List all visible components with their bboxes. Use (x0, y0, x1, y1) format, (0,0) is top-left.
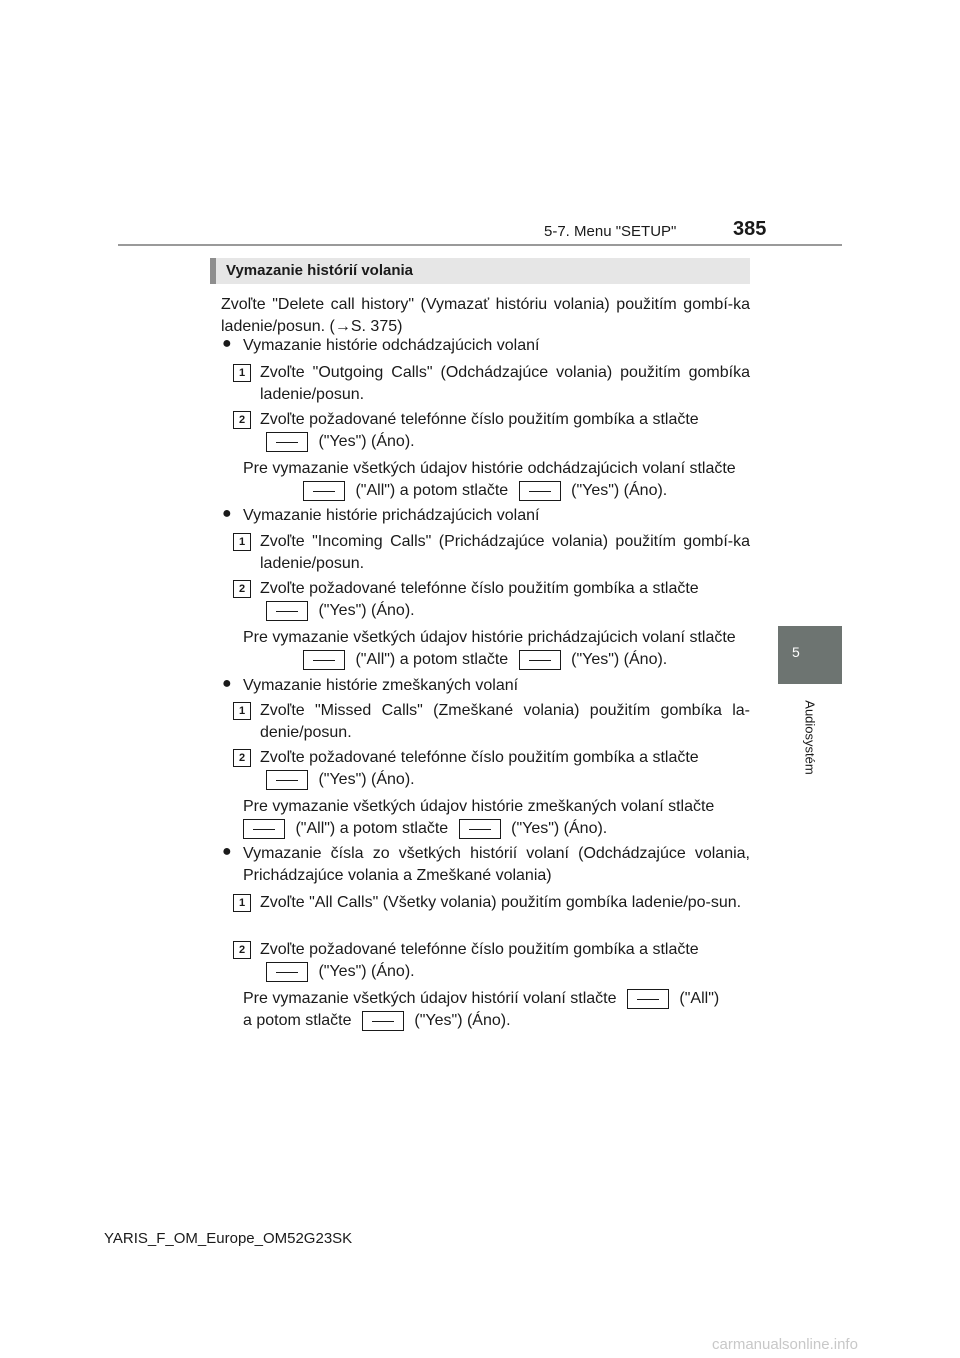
step-1-icon: 1 (233, 702, 251, 720)
running-header: 5-7. Menu "SETUP" (544, 223, 677, 240)
group4-title: Vymazanie čísla zo všetkých histórií volaní (Odchádzajúce volania, Prichádzajúce volania a Zmeškané volania) (243, 845, 750, 884)
bullet-icon: ● (222, 675, 232, 692)
note-text: Pre vymazanie všetkých údajov histórií volaní stlačte (243, 990, 617, 1007)
key-button-icon (303, 481, 345, 501)
key-button-icon (243, 819, 285, 839)
key-button-icon (362, 1011, 404, 1031)
group4-note (243, 988, 750, 1010)
key-button-icon (266, 770, 308, 790)
group3-note: Pre vymazanie všetkých údajov histórie zmeškaných volaní stlačte (243, 798, 715, 815)
page-number: 385 (733, 218, 767, 240)
bullet-icon: ● (222, 843, 232, 860)
step2-tail: ("Yes") (Áno). (318, 771, 415, 788)
step-1-icon: 1 (233, 894, 251, 912)
key-button-icon (266, 432, 308, 452)
footer-doc-code: YARIS_F_OM_Europe_OM52G23SK (104, 1230, 353, 1247)
chapter-label: Audiosystém (802, 700, 818, 775)
note-yes: ("Yes") (Áno). (511, 820, 608, 837)
note-all: ("All") a potom stlačte (355, 651, 509, 668)
group4-step1: Zvoľte "All Calls" (Všetky volania) použitím gombíka ladenie/po-sun. (260, 894, 742, 911)
group4-step2: Zvoľte požadované telefónne číslo použitím gombíka a stlačte (260, 941, 699, 958)
section-title: Vymazanie histórií volania (226, 262, 414, 279)
group4-step2-line2 (260, 961, 750, 983)
header-rule (118, 244, 842, 246)
step-1-icon: 1 (233, 533, 251, 551)
note-all: ("All") a potom stlačte (295, 820, 449, 837)
step-2-icon: 2 (233, 941, 251, 959)
step-2-icon: 2 (233, 749, 251, 767)
group2-step1: Zvoľte "Incoming Calls" (Prichádzajúce volania) použitím gombí-ka ladenie/posun. (260, 533, 750, 572)
step2-tail: ("Yes") (Áno). (318, 963, 415, 980)
step-2-icon: 2 (233, 411, 251, 429)
step2-tail: ("Yes") (Áno). (318, 433, 415, 450)
bullet-icon: ● (222, 335, 232, 352)
bullet-icon: ● (222, 505, 232, 522)
key-button-icon (266, 601, 308, 621)
key-button-icon (519, 650, 561, 670)
key-button-icon (303, 650, 345, 670)
step-1-icon: 1 (233, 364, 251, 382)
group1-note: Pre vymazanie všetkých údajov histórie odchádzajúcich volaní stlačte (243, 460, 736, 477)
group1-step2: Zvoľte požadované telefónne číslo použitím gombíka a stlačte (260, 411, 699, 428)
group2-note-line2 (243, 649, 750, 671)
key-button-icon (459, 819, 501, 839)
group3-step1: Zvoľte "Missed Calls" (Zmeškané volania) použitím gombíka la-denie/posun. (260, 702, 750, 741)
chapter-tab (778, 626, 842, 684)
key-button-icon (627, 989, 669, 1009)
intro-text: Zvoľte "Delete call history" (Vymazať históriu volania) použitím gombí-ka ladenie/posun. (→S. 375) (221, 296, 750, 335)
chapter-number: 5 (792, 644, 800, 660)
step2-tail: ("Yes") (Áno). (318, 602, 415, 619)
group2-step2: Zvoľte požadované telefónne číslo použitím gombíka a stlačte (260, 580, 699, 597)
group2-note: Pre vymazanie všetkých údajov histórie prichádzajúcich volaní stlačte (243, 629, 736, 646)
group3-step2-line2 (260, 769, 750, 791)
group3-note-line2 (243, 818, 750, 840)
watermark: carmanualsonline.info (712, 1336, 858, 1353)
note-all: ("All") (679, 990, 720, 1007)
key-button-icon (266, 962, 308, 982)
group4-note-line2 (243, 1010, 750, 1032)
note-then: a potom stlačte (243, 1012, 352, 1029)
note-all: ("All") a potom stlačte (355, 482, 509, 499)
section-heading-bar (210, 258, 750, 284)
section-accent (210, 258, 216, 284)
group2-step2-line2 (260, 600, 750, 622)
note-yes: ("Yes") (Áno). (571, 651, 668, 668)
group1-step1: Zvoľte "Outgoing Calls" (Odchádzajúce volania) použitím gombíka ladenie/posun. (260, 364, 750, 403)
note-yes: ("Yes") (Áno). (571, 482, 668, 499)
key-button-icon (519, 481, 561, 501)
group1-note-line2 (243, 480, 750, 502)
group3-title: Vymazanie histórie zmeškaných volaní (243, 677, 519, 694)
group2-title: Vymazanie histórie prichádzajúcich volaní (243, 507, 540, 524)
step-2-icon: 2 (233, 580, 251, 598)
group1-step2-line2 (260, 431, 750, 453)
note-yes: ("Yes") (Áno). (414, 1012, 511, 1029)
group3-step2: Zvoľte požadované telefónne číslo použitím gombíka a stlačte (260, 749, 699, 766)
group1-title: Vymazanie histórie odchádzajúcich volaní (243, 337, 540, 354)
